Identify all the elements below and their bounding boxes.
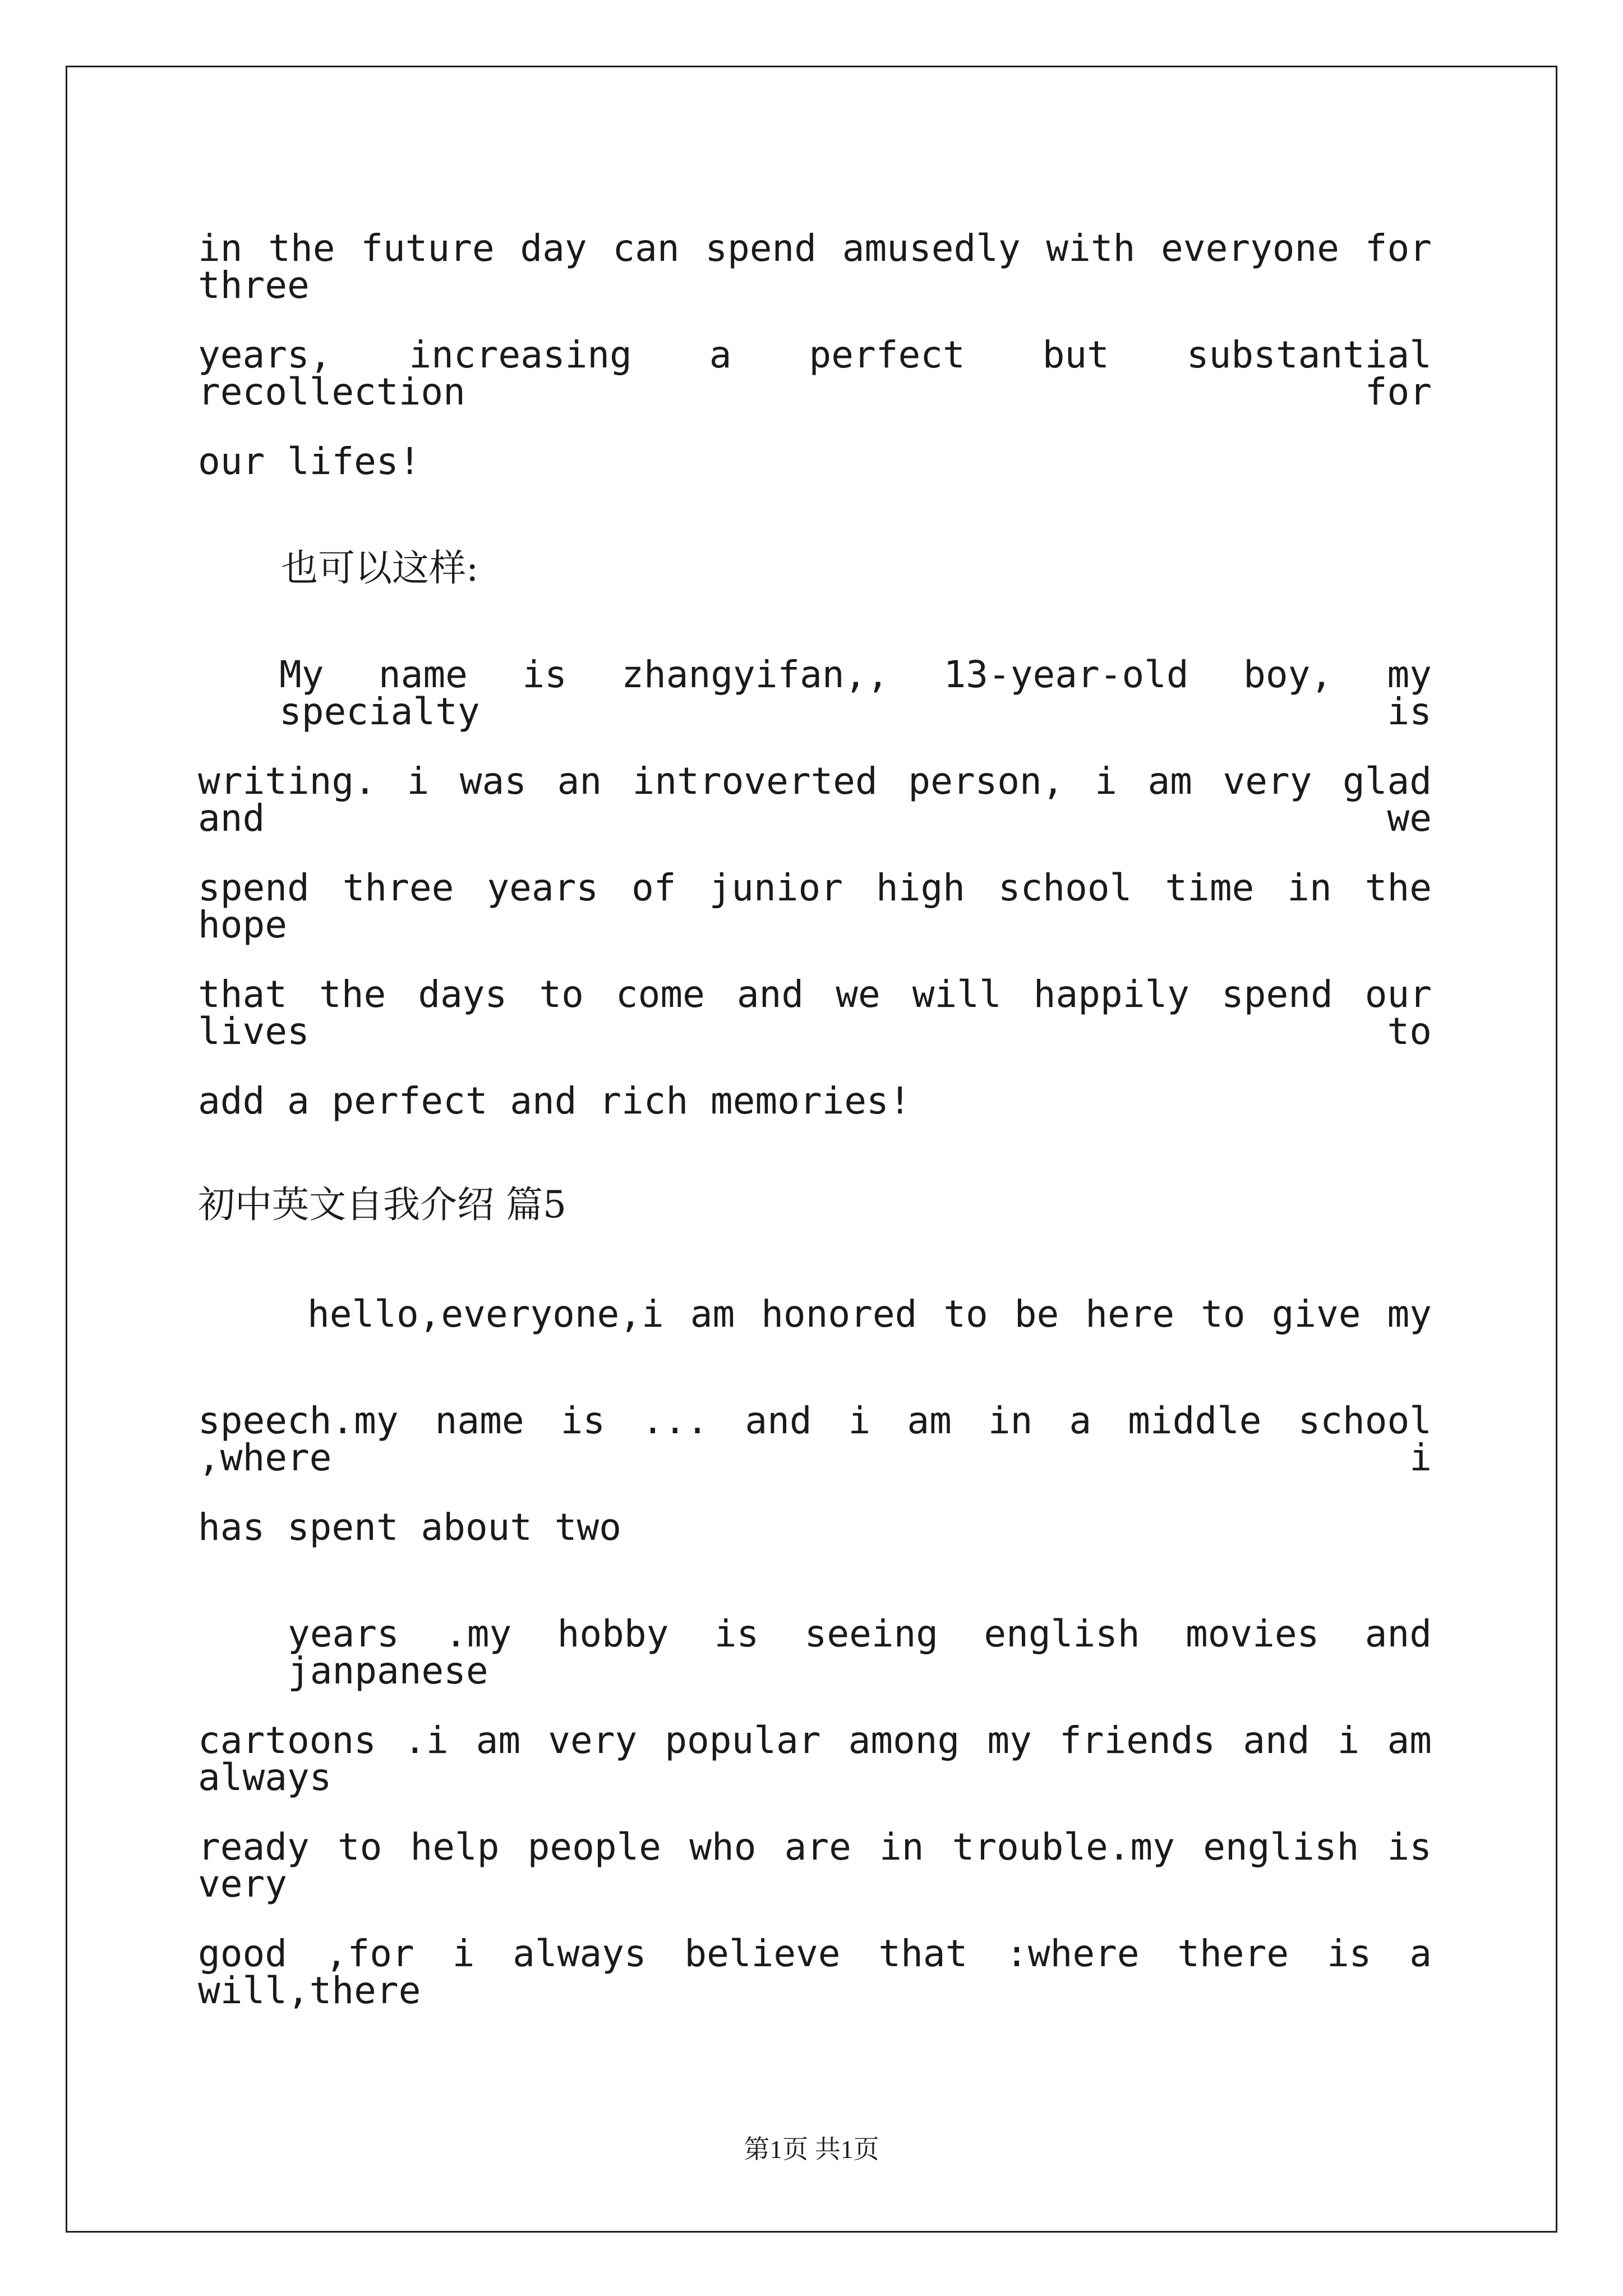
text-line: ready to help people who are in trouble.my english is very [198, 1825, 1432, 1906]
text-line: years, increasing a perfect but substantial recollection for [198, 333, 1432, 413]
text-line: speech.my name is ... and i am in a middle school ,where i [198, 1399, 1432, 1479]
text-line: add a perfect and rich memories! [198, 1079, 911, 1122]
section-heading: 初中英文自我介绍 篇5 [198, 1183, 566, 1226]
text-line: My name is zhangyifan,, 13-year-old boy, my specialty is [279, 653, 1432, 733]
text-line: writing. i was an introverted person, i am very glad and we [198, 760, 1432, 840]
text-line: has spent about two [198, 1506, 621, 1549]
text-line: in the future day can spend amusedly with everyone for three [198, 227, 1432, 307]
text-line: our lifes! [198, 440, 421, 483]
text-line: good ,for i always believe that :where there is a will,there [198, 1932, 1432, 2012]
text-line: years .my hobby is seeing english movies and janpanese [288, 1612, 1432, 1692]
text-line: hello,everyone,i am honored to be here to give my [307, 1292, 1432, 1336]
text-line: that the days to come and we will happily spend our lives to [198, 973, 1432, 1053]
section-note: 也可以这样: [281, 546, 479, 590]
page-footer: 第1页 共1页 [744, 2135, 879, 2164]
text-line: cartoons .i am very popular among my friends and i am always [198, 1719, 1432, 1799]
text-line: spend three years of junior high school time in the hope [198, 866, 1432, 946]
